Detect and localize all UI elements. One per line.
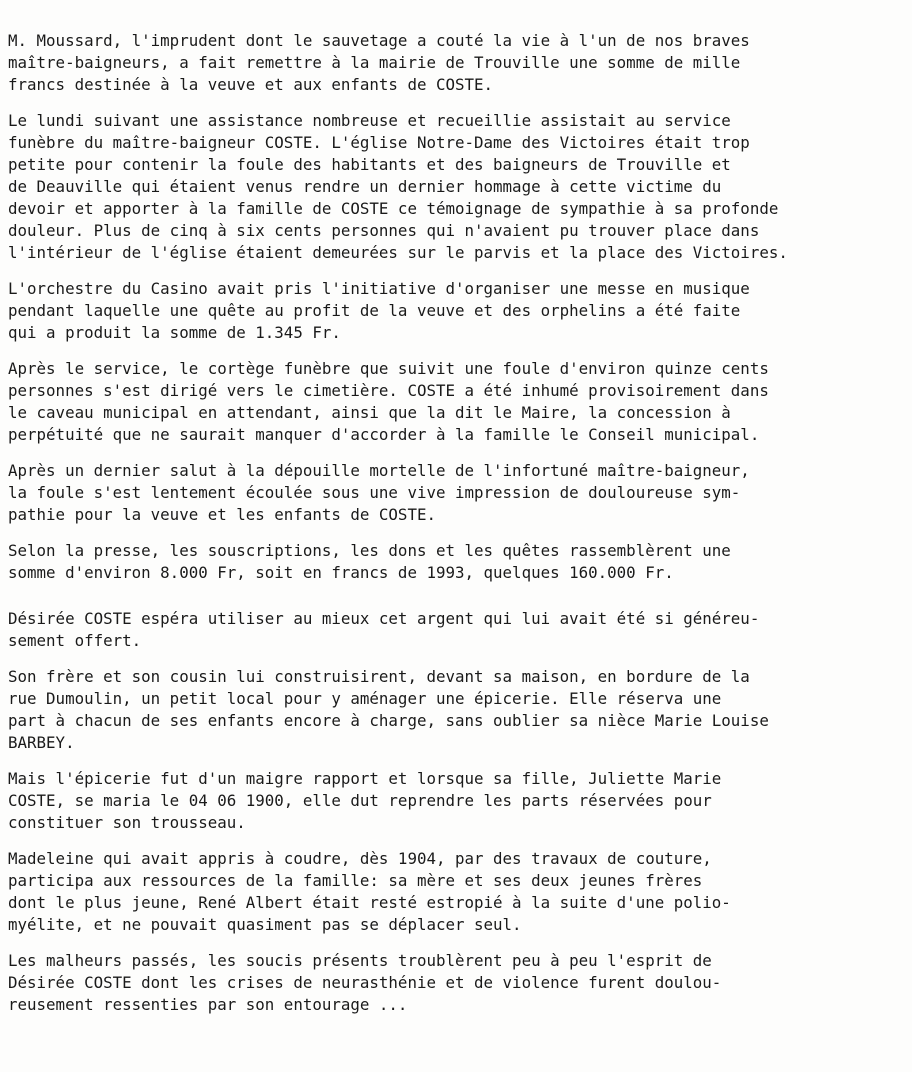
text-line: la foule s'est lentement écoulée sous une vive impression de douloureuse sym- [8, 483, 741, 502]
text-line: COSTE, se maria le 04 06 1900, elle dut reprendre les parts réservées pour [8, 791, 712, 810]
paragraph-moussard-donation [8, 30, 908, 96]
text-line: L'orchestre du Casino avait pris l'initiative d'organiser une messe en musique [8, 279, 750, 298]
text-line: Après un dernier salut à la dépouille mortelle de l'infortuné maître-baigneur, [8, 461, 750, 480]
text-line: l'intérieur de l'église étaient demeurées sur le parvis et la place des Victoires. [8, 243, 788, 262]
text-line: Après le service, le cortège funèbre que suivit une foule d'environ quinze cents [8, 359, 769, 378]
text-line: personnes s'est dirigé vers le cimetière. COSTE a été inhumé provisoirement dans [8, 381, 769, 400]
text-line: BARBEY. [8, 733, 75, 752]
text-line: Désirée COSTE espéra utiliser au mieux cet argent qui lui avait été si généreu- [8, 609, 760, 628]
paragraph-funeral-procession [8, 358, 908, 446]
paragraph-desiree-hope [8, 608, 908, 652]
paragraph-last-farewell [8, 460, 908, 526]
paragraph-madeleine-sewing [8, 848, 908, 936]
text-line: M. Moussard, l'imprudent dont le sauvetage a couté la vie à l'un de nos braves [8, 31, 750, 50]
paragraph-grocery-shop [8, 666, 908, 754]
text-line: Son frère et son cousin lui construisirent, devant sa maison, en bordure de la [8, 667, 750, 686]
paragraph-juliette-wedding [8, 768, 908, 834]
text-line: douleur. Plus de cinq à six cents personnes qui n'avaient pu trouver place dans [8, 221, 760, 240]
text-line: constituer son trousseau. [8, 813, 246, 832]
text-line: funèbre du maître-baigneur COSTE. L'église Notre-Dame des Victoires était trop [8, 133, 750, 152]
text-line: myélite, et ne pouvait quasiment pas se déplacer seul. [8, 915, 522, 934]
text-line: le caveau municipal en attendant, ainsi que la dit le Maire, la concession à [8, 403, 731, 422]
text-line: dont le plus jeune, René Albert était resté estropié à la suite d'une polio- [8, 893, 731, 912]
text-line: Désirée COSTE dont les crises de neurasthénie et de violence furent doulou- [8, 973, 722, 992]
text-line: de Deauville qui étaient venus rendre un dernier hommage à cette victime du [8, 177, 722, 196]
text-line: rue Dumoulin, un petit local pour y aménager une épicerie. Elle réserva une [8, 689, 722, 708]
text-line: petite pour contenir la foule des habitants et des baigneurs de Trouville et [8, 155, 731, 174]
text-line: Le lundi suivant une assistance nombreuse et recueillie assistait au service [8, 111, 731, 130]
text-line: sement offert. [8, 631, 142, 650]
text-line: maître-baigneurs, a fait remettre à la mairie de Trouville une somme de mille [8, 53, 741, 72]
paragraph-subscriptions [8, 540, 908, 584]
text-line: Selon la presse, les souscriptions, les dons et les quêtes rassemblèrent une [8, 541, 731, 560]
text-line: pathie pour la veuve et les enfants de COSTE. [8, 505, 436, 524]
text-line: part à chacun de ses enfants encore à charge, sans oublier sa nièce Marie Louise [8, 711, 769, 730]
text-line: qui a produit la somme de 1.345 Fr. [8, 323, 341, 342]
text-line: devoir et apporter à la famille de COSTE ce témoignage de sympathie à sa profonde [8, 199, 779, 218]
text-line: Mais l'épicerie fut d'un maigre rapport et lorsque sa fille, Juliette Marie [8, 769, 722, 788]
text-line: perpétuité que ne saurait manquer d'accorder à la famille le Conseil municipal. [8, 425, 760, 444]
paragraph-casino-orchestra [8, 278, 908, 344]
paragraph-desiree-troubles [8, 950, 908, 1016]
text-line: somme d'environ 8.000 Fr, soit en francs de 1993, quelques 160.000 Fr. [8, 563, 674, 582]
text-line: pendant laquelle une quête au profit de la veuve et des orphelins a été faite [8, 301, 741, 320]
document-body [8, 30, 908, 1030]
text-line: reusement ressenties par son entourage ... [8, 995, 408, 1014]
text-line: Madeleine qui avait appris à coudre, dès 1904, par des travaux de couture, [8, 849, 712, 868]
paragraph-funeral-service [8, 110, 908, 264]
text-line: participa aux ressources de la famille: sa mère et ses deux jeunes frères [8, 871, 703, 890]
text-line: Les malheurs passés, les soucis présents troublèrent peu à peu l'esprit de [8, 951, 712, 970]
text-line: francs destinée à la veuve et aux enfants de COSTE. [8, 75, 494, 94]
